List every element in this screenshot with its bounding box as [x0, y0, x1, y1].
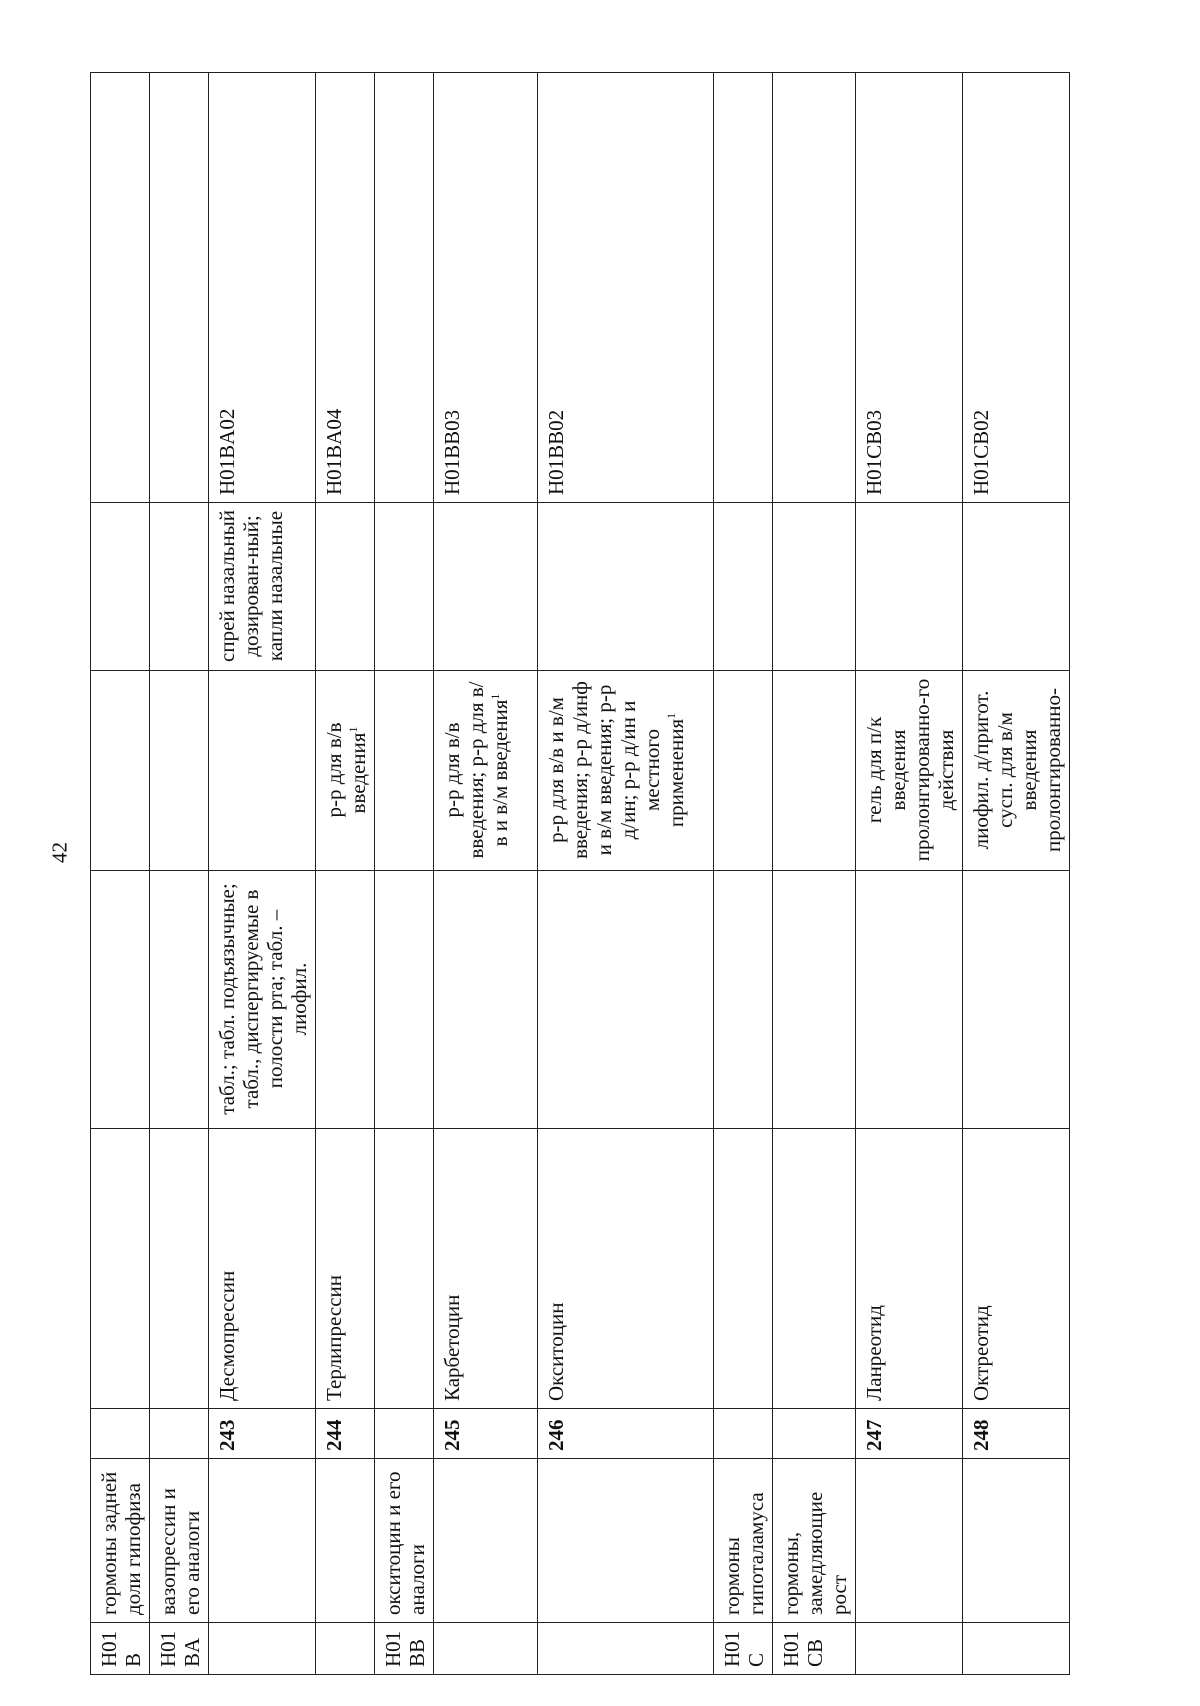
item-number-cell [150, 1409, 209, 1459]
item-number-text: 247 [862, 1419, 886, 1451]
item-number-text: 248 [969, 1419, 993, 1451]
table-row [434, 73, 538, 1675]
atc-group-code-cell [538, 1623, 714, 1675]
other-forms-cell [209, 503, 316, 671]
item-number-cell [316, 1409, 375, 1459]
atc-group-code-text: H01BB [381, 1630, 429, 1667]
injection-forms-text: р-р для в/в введения [322, 722, 370, 818]
atc-code-cell [209, 73, 316, 503]
injection-forms-cell [434, 671, 538, 871]
footnote-marker: 1 [488, 693, 502, 700]
atc-group-name-cell [773, 1459, 856, 1623]
atc-group-name-text: окситоцин и его аналоги [381, 1471, 429, 1615]
oral-forms-cell [963, 871, 1070, 1129]
injection-forms-cell [209, 671, 316, 871]
drug-name-cell [91, 1129, 150, 1409]
item-number-text: 245 [440, 1419, 464, 1451]
drug-name-cell [150, 1129, 209, 1409]
atc-group-name-cell [538, 1459, 714, 1623]
drug-name-text: Октреотид [969, 1305, 993, 1401]
other-forms-cell [375, 503, 434, 671]
atc-group-code-cell [963, 1623, 1070, 1675]
drug-name-cell [316, 1129, 375, 1409]
page-number: 42 [47, 842, 72, 863]
atc-code-cell [150, 73, 209, 503]
drug-name-cell [963, 1129, 1070, 1409]
drug-name-text: Ланреотид [862, 1305, 886, 1401]
footnote-marker: 1 [664, 712, 678, 719]
other-forms-cell [714, 503, 773, 671]
item-number-cell [856, 1409, 963, 1459]
other-forms-cell [963, 503, 1070, 671]
table-row [209, 73, 316, 1675]
atc-group-name-cell [209, 1459, 316, 1623]
atc-group-name-cell [150, 1459, 209, 1623]
atc-group-code-cell [91, 1623, 150, 1675]
atc-group-name-cell [316, 1459, 375, 1623]
other-forms-cell [150, 503, 209, 671]
drug-name-cell [538, 1129, 714, 1409]
injection-forms-cell [714, 671, 773, 871]
other-forms-text: спрей назальный дозирован-ный; капли назальные [215, 510, 287, 662]
item-number-cell [773, 1409, 856, 1459]
drug-name-text: Десмопрессин [215, 1270, 239, 1401]
injection-forms-text: р-р для в/в введения; р-р для в/в и в/м введения [440, 681, 512, 859]
atc-code-text: H01CB02 [969, 409, 993, 495]
atc-group-code-cell [773, 1623, 856, 1675]
atc-code-cell [773, 73, 856, 503]
atc-group-name-text: гормоны, замедляющие рост [779, 1491, 851, 1615]
atc-code-cell [856, 73, 963, 503]
atc-group-code-text: H01CB [779, 1630, 827, 1667]
injection-forms-text: гель для п/к введения пролонгированно-го действия [862, 678, 958, 862]
item-number-text: 244 [322, 1419, 346, 1451]
item-number-cell [714, 1409, 773, 1459]
item-number-text: 243 [215, 1419, 239, 1451]
oral-forms-cell [856, 871, 963, 1129]
atc-group-name-text: гормоны гипоталамуса [720, 1492, 768, 1615]
atc-group-code-cell [316, 1623, 375, 1675]
atc-group-name-text: гормоны задней доли гипофиза [97, 1471, 145, 1615]
table-row [91, 73, 150, 1675]
table-row [375, 73, 434, 1675]
other-forms-cell [434, 503, 538, 671]
atc-group-code-cell [150, 1623, 209, 1675]
drug-name-cell [773, 1129, 856, 1409]
atc-group-name-cell [91, 1459, 150, 1623]
item-number-cell [963, 1409, 1070, 1459]
atc-group-code-text: H01B [97, 1630, 145, 1667]
item-number-cell [538, 1409, 714, 1459]
oral-forms-cell [209, 871, 316, 1129]
injection-forms-cell [773, 671, 856, 871]
drug-table [90, 72, 1070, 1675]
table-row [316, 73, 375, 1675]
atc-group-name-text: вазопрессин и его аналоги [156, 1488, 204, 1615]
injection-forms-cell [538, 671, 714, 871]
atc-code-text: H01BA04 [322, 408, 346, 495]
table-row [773, 73, 856, 1675]
oral-forms-cell [91, 871, 150, 1129]
oral-forms-cell [150, 871, 209, 1129]
oral-forms-cell [538, 871, 714, 1129]
atc-code-cell [375, 73, 434, 503]
atc-code-cell [91, 73, 150, 503]
atc-group-code-text: H01BA [156, 1630, 204, 1667]
oral-forms-cell [434, 871, 538, 1129]
atc-group-code-cell [375, 1623, 434, 1675]
other-forms-cell [316, 503, 375, 671]
injection-forms-cell [856, 671, 963, 871]
table-row [714, 73, 773, 1675]
drug-name-cell [209, 1129, 316, 1409]
atc-group-code-cell [856, 1623, 963, 1675]
atc-code-cell [963, 73, 1070, 503]
drug-name-cell [375, 1129, 434, 1409]
injection-forms-cell [150, 671, 209, 871]
table-row [963, 73, 1070, 1675]
drug-name-text: Карбетоцин [440, 1294, 464, 1401]
injection-forms-cell [316, 671, 375, 871]
other-forms-cell [91, 503, 150, 671]
atc-code-text: H01BB02 [544, 409, 568, 495]
drug-name-cell [856, 1129, 963, 1409]
oral-forms-cell [375, 871, 434, 1129]
table-row [150, 73, 209, 1675]
atc-code-cell [714, 73, 773, 503]
atc-group-code-cell [434, 1623, 538, 1675]
atc-group-name-cell [963, 1459, 1070, 1623]
item-number-cell [209, 1409, 316, 1459]
injection-forms-text: р-р для в/в и в/м введения; р-р д/инф и в/м введения; р-р д/ин; р-р д/ин и местного применения [544, 681, 688, 859]
oral-forms-cell [773, 871, 856, 1129]
injection-forms-cell [91, 671, 150, 871]
drug-name-cell [714, 1129, 773, 1409]
footnote-marker: 1 [346, 726, 360, 733]
other-forms-cell [773, 503, 856, 671]
atc-code-text: H01BA02 [215, 408, 239, 495]
atc-code-text: H01CB03 [862, 409, 886, 495]
item-number-cell [375, 1409, 434, 1459]
atc-code-cell [434, 73, 538, 503]
atc-group-name-cell [856, 1459, 963, 1623]
injection-forms-text: лиофил. д/пригот. сусп. для в/м введения пролонгированно- [969, 688, 1065, 852]
table-row [538, 73, 714, 1675]
item-number-cell [91, 1409, 150, 1459]
item-number-cell [434, 1409, 538, 1459]
oral-forms-cell [714, 871, 773, 1129]
drug-name-text: Терлипрессин [322, 1275, 346, 1401]
atc-code-cell [316, 73, 375, 503]
drug-name-text: Окситоцин [544, 1302, 568, 1401]
atc-group-name-cell [434, 1459, 538, 1623]
oral-forms-cell [316, 871, 375, 1129]
atc-code-cell [538, 73, 714, 503]
oral-forms-text: табл.; табл. подъязычные; табл., диспергируемые в полости рта; табл. – лиофил. [215, 883, 311, 1115]
other-forms-cell [538, 503, 714, 671]
other-forms-cell [856, 503, 963, 671]
rotated-table-area [90, 73, 1124, 1675]
atc-group-code-cell [209, 1623, 316, 1675]
drug-name-cell [434, 1129, 538, 1409]
item-number-text: 246 [544, 1419, 568, 1451]
table-row [856, 73, 963, 1675]
atc-group-code-cell [714, 1623, 773, 1675]
injection-forms-cell [375, 671, 434, 871]
injection-forms-cell [963, 671, 1070, 871]
atc-code-text: H01BB03 [440, 409, 464, 495]
atc-group-name-cell [375, 1459, 434, 1623]
atc-group-code-text: H01C [720, 1630, 768, 1667]
atc-group-name-cell [714, 1459, 773, 1623]
